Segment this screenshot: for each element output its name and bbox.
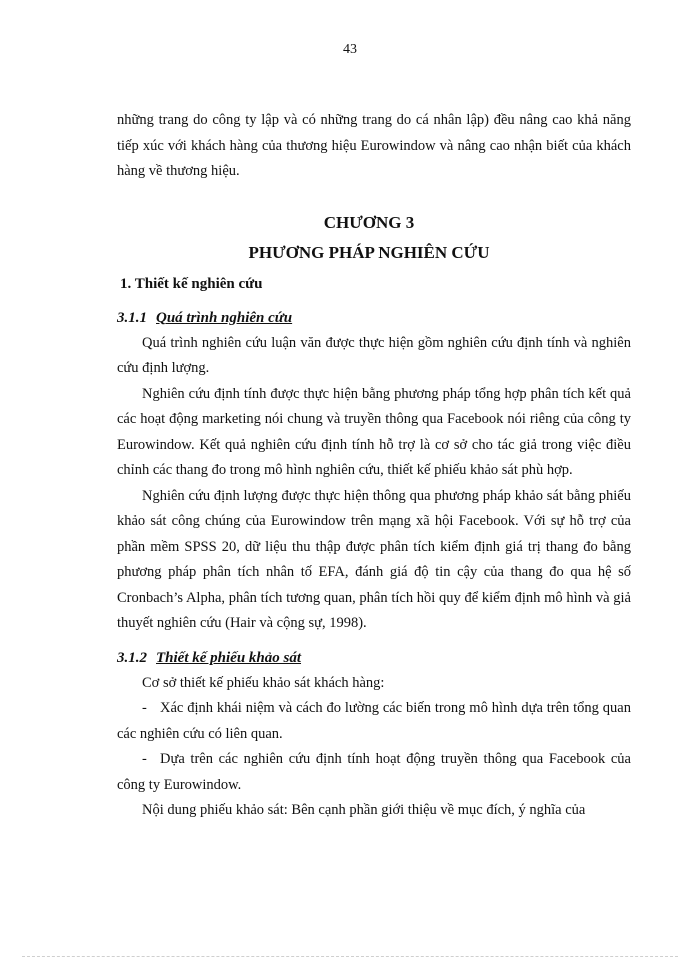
subsection-heading-process xyxy=(117,305,631,331)
page-number: 43 xyxy=(343,42,357,57)
dash-marker: - xyxy=(142,751,147,767)
page-bottom-divider xyxy=(22,956,678,957)
dash-marker: - xyxy=(142,700,147,716)
paragraph: Nghiên cứu định tính được thực hiện bằng phương pháp tổng hợp phân tích kết quả các hoạt động marketing nói chung và truyền thông qua Facebook nói riêng của công ty Eurowindow. Kết quả nghiên cứu định tính hỗ trợ là cơ sở cho tác giả trong việc điều chỉnh các thang đo trong mô hình nghiên cứu, thiết kế phiếu khảo sát phù hợp. xyxy=(117,385,631,478)
paragraph: Cơ sở thiết kế phiếu khảo sát khách hàng: xyxy=(142,674,385,691)
document-body xyxy=(117,108,631,824)
list-item xyxy=(117,696,631,747)
paragraph: Quá trình nghiên cứu luận văn được thực hiện gồm nghiên cứu định tính và nghiên cứu định lượng. xyxy=(117,334,631,376)
chapter-title: PHƯƠNG PHÁP NGHIÊN CỨU xyxy=(248,242,490,262)
list-item-text: Dựa trên các nghiên cứu định tính hoạt động truyền thông qua Facebook của công ty Eurowindow. xyxy=(117,751,631,793)
paragraph: Nghiên cứu định lượng được thực hiện thông qua phương pháp khảo sát bằng phiếu khảo sát công chúng của Eurowindow trên mạng xã hội Facebook. Với sự hỗ trợ của phần mềm SPSS 20, dữ liệu thu thập được phân tích kiểm định giá trị thang đo bằng phương pháp phân tích nhân tố EFA, đánh giá độ tin cậy của thang đo qua hệ số Cronbach’s Alpha, phân tích tương quan, phân tích hồi quy để kiểm định mô hình và giả thuyết nghiên cứu (Hair và cộng sự, 1998). xyxy=(117,487,631,631)
subsection-title: Thiết kế phiếu khảo sát xyxy=(156,649,302,666)
subsection-heading-survey xyxy=(117,645,631,671)
chapter-label: CHƯƠNG 3 xyxy=(323,212,415,232)
list-item-text: Xác định khái niệm và cách đo lường các biến trong mô hình dựa trên tổng quan các nghiên cứu có liên quan. xyxy=(117,700,631,742)
list-item xyxy=(117,747,631,798)
section-heading-design: 1. Thiết kế nghiên cứu xyxy=(120,275,263,292)
paragraph: Nội dung phiếu khảo sát: Bên cạnh phần giới thiệu về mục đích, ý nghĩa của xyxy=(142,802,586,818)
subsection-number: 3.1.2 xyxy=(117,649,147,666)
intro-paragraph: những trang do công ty lập và có những trang do cá nhân lập) đều nâng cao khả năng tiếp xúc với khách hàng của thương hiệu Eurowindow và nâng cao nhận biết của khách hàng về thương hiệu. xyxy=(117,112,631,179)
subsection-number: 3.1.1 xyxy=(117,309,147,326)
subsection-title: Quá trình nghiên cứu xyxy=(156,309,293,326)
